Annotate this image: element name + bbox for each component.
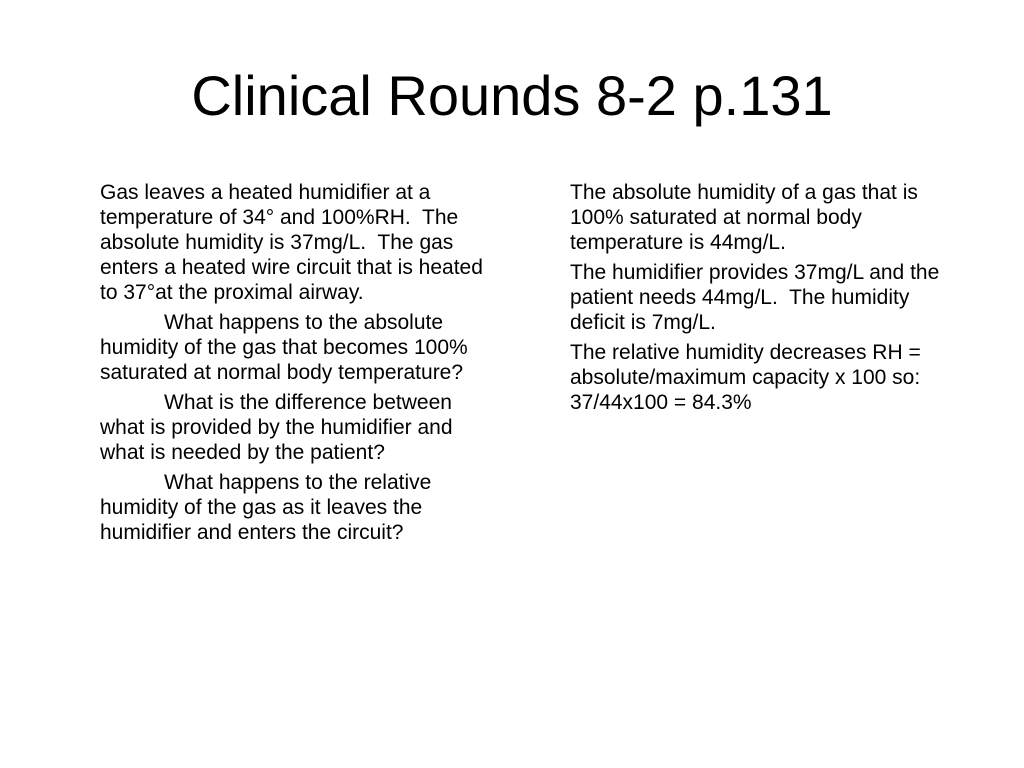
right-column <box>570 180 962 420</box>
question-1: What happens to the absolute humidity of the gas that becomes 100% saturated at normal body temperature? <box>100 311 474 384</box>
answer-1: The absolute humidity of a gas that is 100% saturated at normal body temperature is 44mg/L. <box>570 181 924 254</box>
left-column <box>100 180 498 550</box>
slide-title: Clinical Rounds 8-2 p.131 <box>191 64 833 127</box>
question-2: What is the difference between what is provided by the humidifier and what is needed by the patient? <box>100 391 459 464</box>
answer-2: The humidifier provides 37mg/L and the patient needs 44mg/L. The humidity deficit is 7mg/L. <box>570 261 946 334</box>
answer-3: The relative humidity decreases RH = absolute/maximum capacity x 100 so: 37/44x100 = 84.3% <box>570 341 927 414</box>
problem-statement: Gas leaves a heated humidifier at a temperature of 34° and 100%RH. The absolute humidity is 37mg/L. The gas enters a heated wire circuit that is heated to 37°at the proximal airway. <box>100 181 489 304</box>
question-3: What happens to the relative humidity of the gas as it leaves the humidifier and enters the circuit? <box>100 471 438 544</box>
